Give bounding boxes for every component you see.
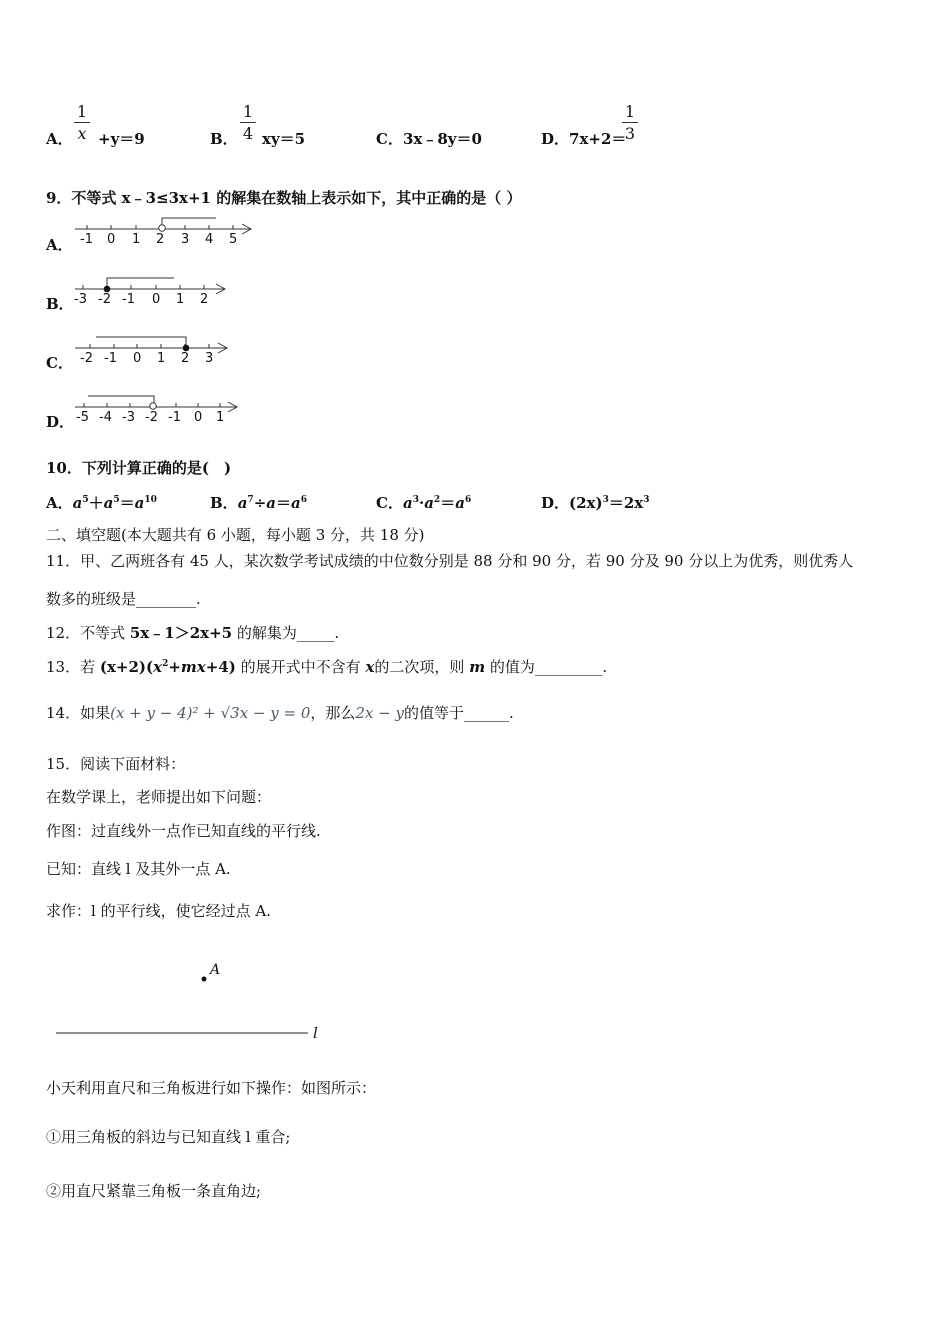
tick-label: 0 xyxy=(194,410,203,425)
q14-prefix: 14．如果 xyxy=(46,704,111,722)
q9-option-c-label: C． xyxy=(46,354,73,372)
q12 xyxy=(46,622,339,643)
q8-option-c xyxy=(376,128,482,149)
q13-var-x: x xyxy=(365,658,375,676)
denominator: x xyxy=(77,124,87,143)
option-label: A． xyxy=(46,494,73,512)
q12-prefix: 12．不等式 xyxy=(46,624,126,642)
q10-option-b: B．$a^7\div a=a^6$ xyxy=(210,494,308,512)
q15-step1: ①用三角板的斜边与已知直线 l 重合; xyxy=(46,1128,291,1146)
tick-label: 2 xyxy=(200,292,209,307)
q11-line2: 数多的班级是________. xyxy=(46,590,201,608)
tick-label: 1 xyxy=(157,351,166,366)
q8-a-rest: +y＝9 xyxy=(98,130,145,148)
q13-suffix: 的展开式中不含有 xyxy=(240,658,361,676)
q15-figure xyxy=(46,955,346,1050)
open-endpoint xyxy=(159,225,166,232)
q13-mid: 的二次项，则 xyxy=(374,658,465,676)
q8-option-d xyxy=(541,128,626,149)
q9-option-b-label: B． xyxy=(46,295,74,313)
q8-option-b: B． xyxy=(210,130,238,148)
q11-line1: 11．甲、乙两班各有 45 人，某次数学考试成绩的中位数分别是 88 分和 90 分，若 90 分及 90 分以上为优秀，则优秀人 xyxy=(46,552,854,570)
tick-label: -1 xyxy=(168,410,181,425)
tick-label: 2 xyxy=(181,351,190,366)
tick-label: 1 xyxy=(176,292,185,307)
q13: 13．若 $(x+2)(x^2+mx+4)$ 的展开式中不含有 x的二次项，则 m 的值为_________. xyxy=(46,658,608,676)
tick-label: -1 xyxy=(104,351,117,366)
option-label: D． xyxy=(541,130,570,148)
tick-label: -2 xyxy=(145,410,158,425)
tick-label: 2 xyxy=(156,232,165,247)
q10-stem: 10．下列计算正确的是( ) xyxy=(46,459,232,477)
q13-var-m: m xyxy=(469,658,486,676)
tick-label: 3 xyxy=(181,232,190,247)
tick-label: 1 xyxy=(132,232,141,247)
q15-step2: ②用直尺紧靠三角板一条直角边; xyxy=(46,1182,262,1200)
tick-label: -1 xyxy=(122,292,135,307)
denominator: 4 xyxy=(242,124,254,143)
tick-label: -2 xyxy=(98,292,111,307)
line-l-label: l xyxy=(313,1024,318,1042)
q15-line3: 已知：直线 l 及其外一点 A. xyxy=(46,860,231,878)
q8-d-fraction xyxy=(622,102,638,143)
q9-option-a-label: A． xyxy=(46,236,73,254)
q10-option-c: C．$a^3\cdot a^2=a^6$ xyxy=(376,494,472,512)
q14-end: 的值等于______. xyxy=(404,704,514,722)
point-a xyxy=(202,977,207,982)
section-heading: 二、填空题(本大题共有 6 小题，每小题 3 分，共 18 分) xyxy=(46,526,425,544)
q14-equation: (x + y − 4)² + √3x − y = 0 xyxy=(110,704,311,722)
q15-line4: 求作：l 的平行线，使它经过点 A. xyxy=(46,902,271,920)
q8-option-a xyxy=(46,128,73,149)
tick-label: -3 xyxy=(122,410,135,425)
point-a-label: A xyxy=(210,962,221,978)
tick-label: 0 xyxy=(152,292,161,307)
q12-suffix: 的解集为_____. xyxy=(236,624,340,642)
q15-title: 15．阅读下面材料： xyxy=(46,755,186,773)
tick-label: 1 xyxy=(216,410,225,425)
q9-stem: 9．不等式 x﹣3≤3x+1 的解集在数轴上表示如下，其中正确的是（ ） xyxy=(46,189,522,207)
numerator: 1 xyxy=(624,102,636,121)
q9-option-d-label: D． xyxy=(46,413,75,431)
q15-line2: 作图：过直线外一点作已知直线的平行线. xyxy=(46,822,321,840)
q12-expression: 5x﹣1＞2x+5 xyxy=(129,624,233,642)
q8-b-rest: xy＝5 xyxy=(262,130,306,148)
q9-number-line-c xyxy=(70,329,240,369)
tick-label: 5 xyxy=(229,232,238,247)
q9-number-line-d xyxy=(70,388,250,428)
q14-mid: ，那么 xyxy=(310,704,356,722)
option-label: C． xyxy=(376,494,403,512)
tick-label: -3 xyxy=(74,292,87,307)
q8-b-fraction xyxy=(240,102,256,143)
tick-label: 0 xyxy=(133,351,142,366)
option-text: 3x﹣8y＝0 xyxy=(402,130,482,148)
tick-label: 0 xyxy=(107,232,116,247)
q14-expression: 2x − y xyxy=(355,704,404,722)
option-text: 7x+2＝ xyxy=(569,130,627,148)
option-label: C． xyxy=(376,130,403,148)
q13-prefix: 13．若 xyxy=(46,658,96,676)
option-label: A． xyxy=(46,130,73,148)
tick-label: -5 xyxy=(76,410,89,425)
numerator: 1 xyxy=(76,102,88,121)
open-endpoint xyxy=(150,403,157,410)
tick-label: -2 xyxy=(80,351,93,366)
tick-label: 4 xyxy=(205,232,214,247)
q10-option-a: A．$a^5+a^5=a^{10}$ xyxy=(46,494,157,512)
q15-line1: 在数学课上，老师提出如下问题： xyxy=(46,788,272,806)
q10-option-d: D．$(2x)^3=2x^3$ xyxy=(541,494,650,512)
q9-number-line-b xyxy=(70,270,240,310)
tick-label: 3 xyxy=(205,351,214,366)
q8-a-fraction xyxy=(74,102,90,143)
option-label: D． xyxy=(541,494,570,512)
tick-label: -4 xyxy=(99,410,112,425)
denominator: 3 xyxy=(624,124,636,143)
q15-line5: 小天利用直尺和三角板进行如下操作：如图所示： xyxy=(46,1079,377,1097)
q9-number-line-a xyxy=(70,210,260,250)
q13-end: 的值为_________. xyxy=(489,658,608,676)
tick-label: -1 xyxy=(80,232,93,247)
numerator: 1 xyxy=(242,102,254,121)
q14 xyxy=(46,702,514,723)
option-label: B． xyxy=(210,494,238,512)
